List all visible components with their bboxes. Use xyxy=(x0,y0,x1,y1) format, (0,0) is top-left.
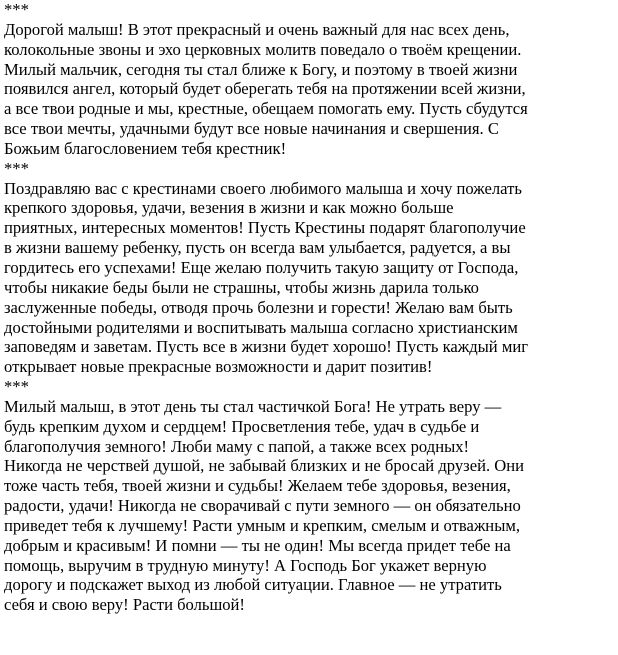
text-line: Никогда не черствей душой, не забывай близких и не бросай друзей. Они xyxy=(4,456,524,476)
separator: *** xyxy=(4,0,29,19)
text-line: Божьим благословением тебя крестник! xyxy=(4,138,287,158)
text-line: дорогу и подскажет выход из любой ситуации. Главное — не утратить xyxy=(4,575,502,595)
text-line: достойными родителями и воспитывать малыша согласно христианским xyxy=(4,317,518,337)
text-line: добрым и красивым! И помни — ты не один! Мы всегда придет тебе на xyxy=(4,535,511,555)
text-line: приятных, интересных моментов! Пусть Крестины подарят благополучие xyxy=(4,218,526,238)
text-line: приведет тебя к лучшему! Расти умным и крепким, смелым и отважным, xyxy=(4,515,520,535)
text-line: будь крепким духом и сердцем! Просветления тебе, удач в судьбе и xyxy=(4,416,480,436)
text-line: тоже часть тебя, твоей жизни и судьбы! Желаем тебе здоровья, везения, xyxy=(4,476,511,496)
text-line: появился ангел, который будет оберегать тебя на протяжении всей жизни, xyxy=(4,79,526,99)
text-line: себя и свою веру! Расти большой! xyxy=(4,595,245,615)
text-line: Дорогой малыш! В этот прекрасный и очень важный для нас всех день, xyxy=(4,19,510,39)
text-line: заслуженные победы, отводя прочь болезни и горести! Желаю вам быть xyxy=(4,297,513,317)
text-line: Милый мальчик, сегодня ты стал ближе к Богу, и поэтому в твоей жизни xyxy=(4,59,518,79)
text-line: в жизни вашему ребенку, пусть он всегда вам улыбается, радуется, а вы xyxy=(4,238,511,258)
text-line: помощь, выручим в трудную минуту! А Господь Бог укажет верную xyxy=(4,555,487,575)
text-line: радости, удачи! Никогда не сворачивай с пути земного — он обязательно xyxy=(4,496,521,516)
text-line: Милый малыш, в этот день ты стал частичкой Бога! Не утрать веру — xyxy=(4,396,502,416)
text-line: колокольные звоны и эхо церковных молитв поведало о твоём крещении. xyxy=(4,39,522,59)
text-line: а все твои родные и мы, крестные, обещаем помогать ему. Пусть сбудутся xyxy=(4,99,528,119)
text-line: Поздравляю вас с крестинами своего любимого малыша и хочу пожелать xyxy=(4,178,522,198)
wish-paragraph-3 xyxy=(4,397,614,615)
wish-paragraph-1 xyxy=(4,20,614,159)
separator: *** xyxy=(4,158,29,178)
separator: *** xyxy=(4,377,29,397)
text-line: все твои мечты, удачными будут все новые начинания и свершения. С xyxy=(4,119,499,139)
text-line: крепкого здоровья, удачи, везения в жизни и как можно больше xyxy=(4,198,454,218)
wish-paragraph-2 xyxy=(4,179,614,377)
text-line: благополучия земного! Люби маму с папой, а также всех родных! xyxy=(4,436,470,456)
text-line: гордитесь его успехами! Еще желаю получить такую защиту от Господа, xyxy=(4,257,519,277)
text-line: чтобы никакие беды были не страшны, чтобы жизнь дарила только xyxy=(4,277,479,297)
text-line: открывает новые прекрасные возможности и дарит позитив! xyxy=(4,357,433,377)
text-line: заповедям и заветам. Пусть все в жизни будет хорошо! Пусть каждый миг xyxy=(4,337,529,357)
